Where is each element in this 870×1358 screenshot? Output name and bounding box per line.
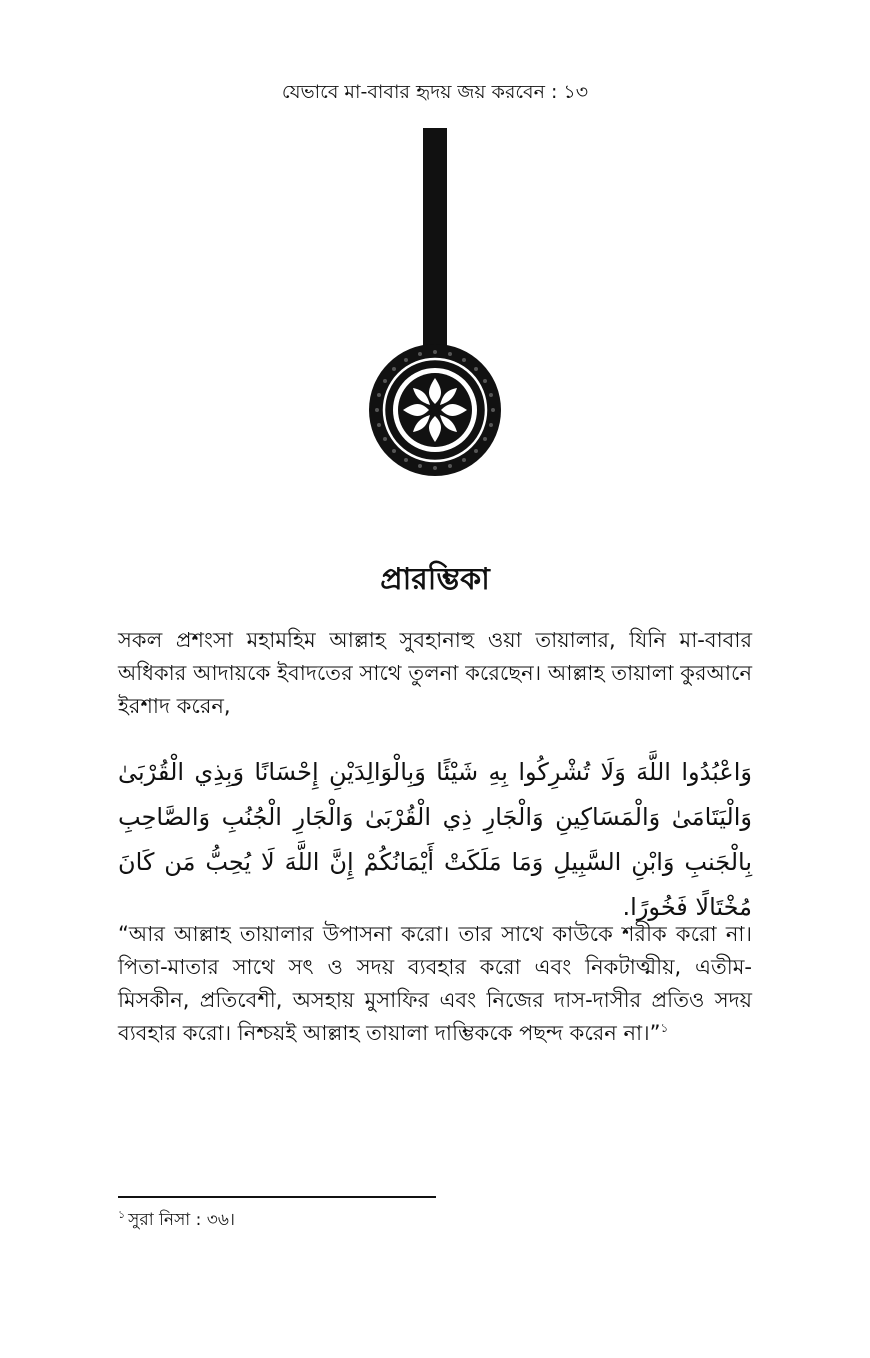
footnote-marker: ১ (118, 1208, 126, 1222)
footnote-divider (118, 1196, 436, 1198)
intro-paragraph: সকল প্রশংসা মহামহিম আল্লাহ সুবহানাহু ওয়া তায়ালার, যিনি মা-বাবার অধিকার আদায়কে ইবাদতের সাথে তুলনা করেছেন। আল্লাহ তায়ালা কুরআনে ইরশাদ করেন, (118, 628, 752, 718)
translation-paragraph (118, 918, 752, 1050)
pendant-rosette-ornament-icon (365, 128, 505, 478)
footnote-text: সুরা নিসা : ৩৬। (128, 1210, 235, 1230)
footnote-reference[interactable]: ১ (660, 1021, 669, 1035)
translation-text: “আর আল্লাহ তায়ালার উপাসনা করো। তার সাথে কাউকে শরীক করো না। পিতা-মাতার সাথে সৎ ও সদয় ব্যবহার করো এবং নিকটাত্মীয়, এতীম-মিসকীন, প্রতিবেশী, অসহায় মুসাফির এবং নিজের দাস-দাসীর প্রতিও সদয় ব্যবহার করো। নিশ্চয়ই আল্লাহ তায়ালা দাম্ভিককে পছন্দ করেন না।” (118, 922, 752, 1045)
section-title: প্রারম্ভিকা (380, 562, 490, 597)
arabic-verse: وَاعْبُدُوا اللَّهَ وَلَا تُشْرِكُوا بِهِ شَيْئًا وَبِالْوَالِدَيْنِ إِحْسَانًا وَبِذِي الْقُرْبَىٰ وَالْيَتَامَىٰ وَالْمَسَاكِينِ وَالْجَارِ ذِي الْقُرْبَىٰ وَالْجَارِ الْجُنُبِ وَالصَّاحِبِ بِالْجَنبِ وَابْنِ السَّبِيلِ وَمَا مَلَكَتْ أَيْمَانُكُمْ إِنَّ اللَّهَ لَا يُحِبُّ مَن كَانَ مُخْتَالًا فَخُورًا. (118, 758, 752, 921)
running-header: যেভাবে মা-বাবার হৃদয় জয় করবেন : ১৩ (281, 81, 589, 103)
footnote (118, 1207, 235, 1235)
